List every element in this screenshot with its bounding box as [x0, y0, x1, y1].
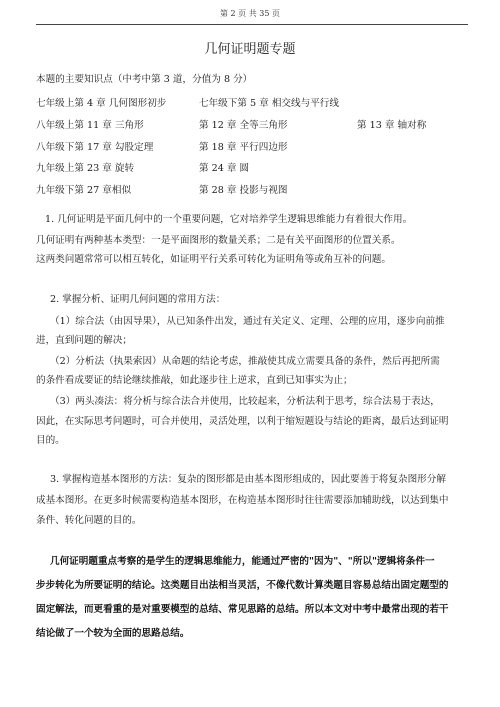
section1-line: 这两类问题常常可以相互转化，如证明平行关系可转化为证明角等或角互补的问题。: [36, 254, 391, 265]
summary-line: 步步转化为所要证明的结论。这类题目出法相当灵活，不像代数计算类题目容易总结出固定题型的: [36, 580, 449, 591]
header-divider: [36, 24, 468, 25]
section2-line: 目的。: [36, 435, 65, 446]
summary-line: 固定解法，而更看重的是对重要模型的总结、常见思路的总结。所以本文对中考中最常出现的若干: [36, 604, 449, 615]
chapter-item: 八年级上第 11 章 三角形: [36, 120, 144, 131]
chapter-item: 八年级下第 17 章 勾股定理: [36, 142, 154, 153]
section2-heading: 2. 掌握分析、证明几何问题的常用方法：: [50, 294, 226, 305]
chapter-item: 第 12 章 全等三角形: [199, 120, 288, 131]
section3-line: 3. 掌握构造基本图形的方法：复杂的图形都是由基本图形组成的，因此要善于将复杂图形分解: [50, 474, 446, 485]
section2-line: 因此，在实际思考问题时，可合并使用，灵活处理，以利于缩短题设与结论的距离，最后达到证明: [36, 416, 449, 427]
chapter-item: 第 13 章 轴对称: [357, 120, 427, 131]
section1-line: 1. 几何证明是平面几何中的一个重要问题，它对培养学生逻辑思维能力有着很大作用。: [45, 214, 413, 225]
section2-line: 的条件看成要证的结论继续推敲，如此逐步往上逆求，直到已知事实为止；: [36, 375, 353, 386]
summary-line: 结论做了一个较为全面的思路总结。: [36, 628, 190, 639]
chapter-item: 第 28 章 投影与视图: [199, 185, 288, 196]
document-title: 几何证明题专题: [204, 42, 296, 57]
section2-line: （3）两头凑法：将分析与综合法合并使用，比较起来，分析法利于思考，综合法易于表达，: [50, 396, 440, 407]
section2-line: 进，直到问题的解决；: [36, 335, 132, 346]
summary-line: 几何证明题重点考察的是学生的逻辑思维能力，能通过严密的"因为"、"所以"逻辑将条件一: [50, 556, 435, 567]
section2-line: （2）分析法（执果索因）从命题的结论考虑，推敲使其成立需要具备的条件，然后再把所需: [50, 356, 440, 367]
chapter-item: 第 24 章 圆: [199, 163, 250, 174]
chapter-item: 七年级下第 5 章 相交线与平行线: [199, 98, 339, 109]
chapter-item: 七年级上第 4 章 几何图形初步: [36, 98, 167, 109]
section3-line: 成基本图形。在更多时候需要构造基本图形，在构造基本图形时往往需要添加辅助线，以达到集中: [36, 495, 449, 506]
section3-line: 条件、转化问题的目的。: [36, 515, 142, 526]
chapter-item: 九年级下第 27 章相似: [36, 185, 132, 196]
chapter-item: 九年级上第 23 章 旋转: [36, 163, 135, 174]
section2-line: （1）综合法（由因导果），从已知条件出发，通过有关定义、定理、公理的应用，逐步向前推: [50, 316, 445, 327]
section1-line: 几何证明有两种基本类型：一是平面图形的数量关系；二是有关平面图形的位置关系。: [36, 235, 401, 246]
page-number-info: 第 2 页 共 35 页: [220, 9, 280, 18]
knowledge-points-intro: 本题的主要知识点（中考中第 3 道，分值为 8 分）: [36, 74, 253, 85]
chapter-item: 第 18 章 平行四边形: [199, 142, 288, 153]
page-header: [0, 8, 500, 19]
